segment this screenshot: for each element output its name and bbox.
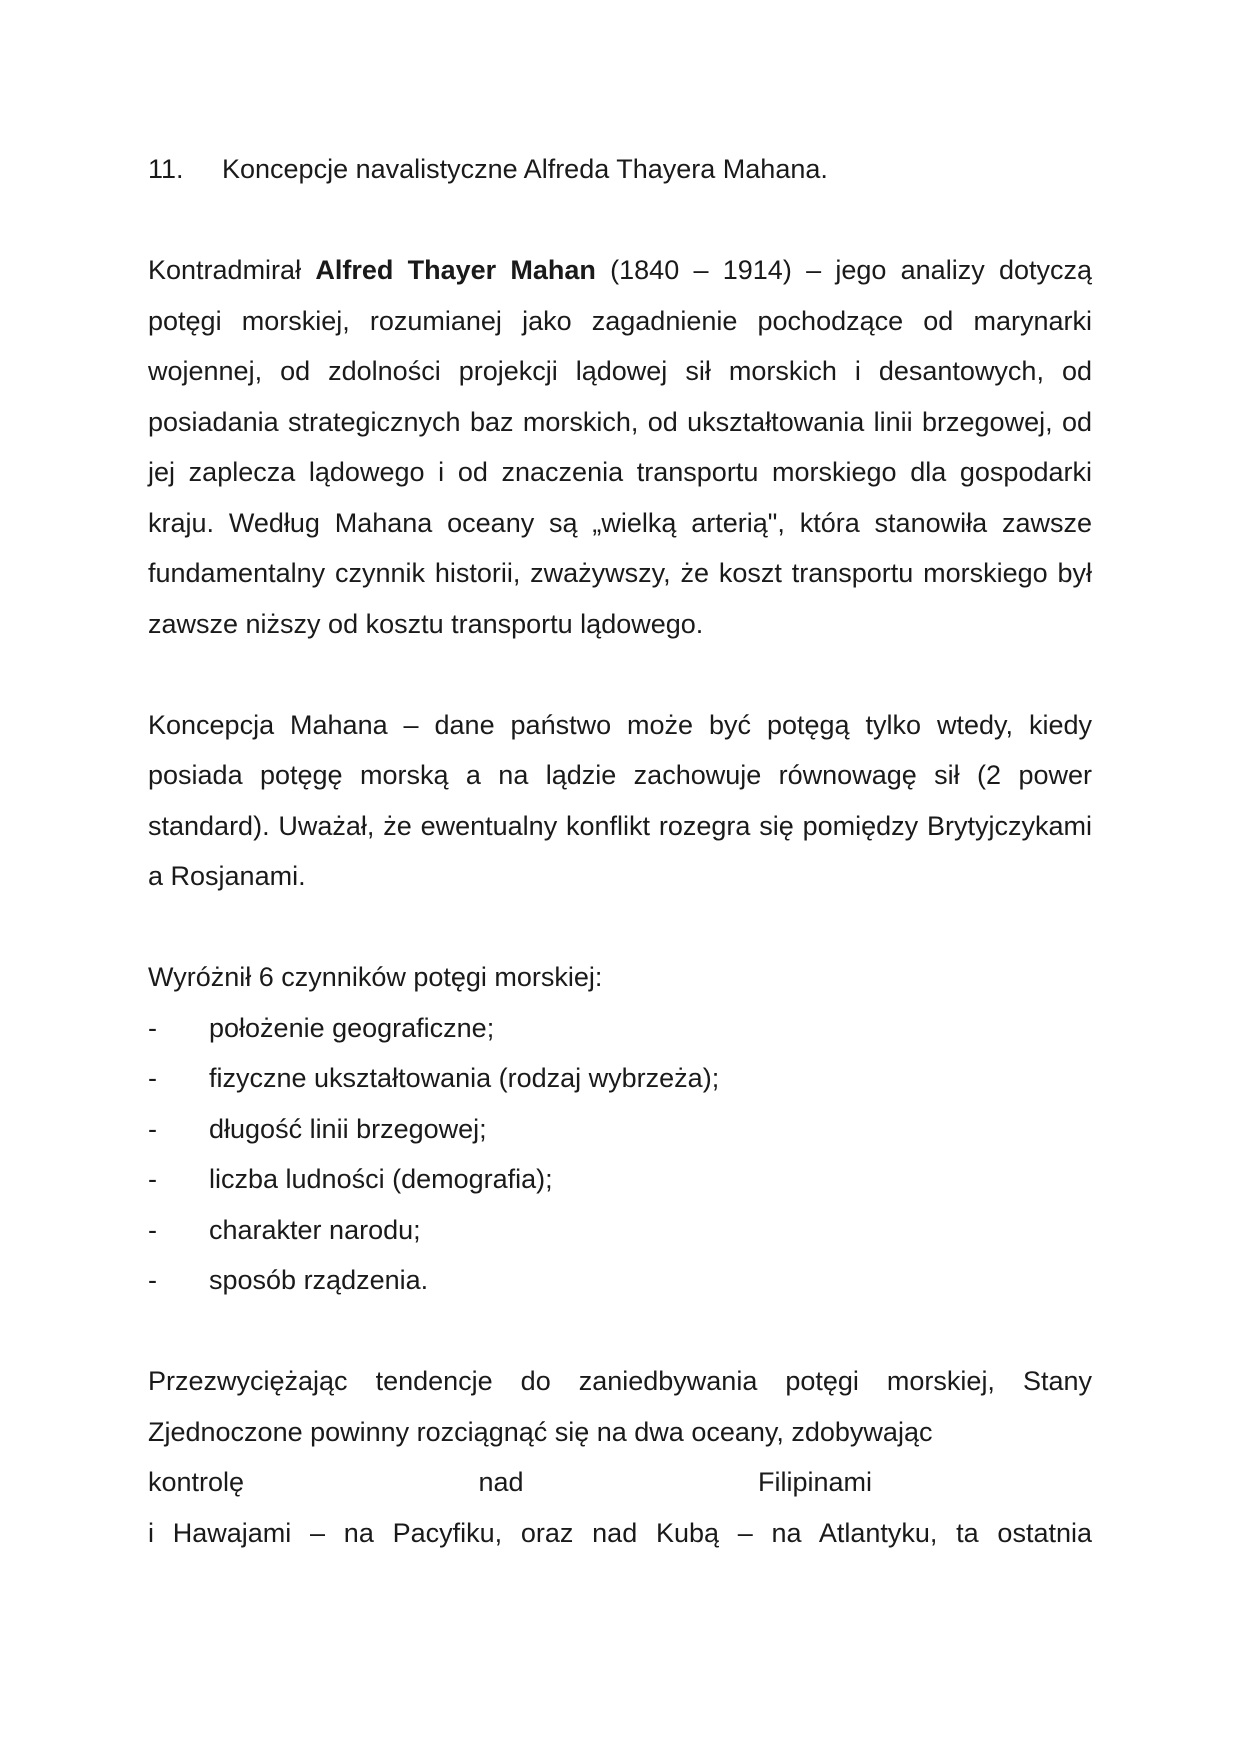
list-item-text: charakter narodu;	[209, 1214, 421, 1245]
spacer	[148, 1306, 1092, 1357]
list-item	[148, 1255, 1092, 1306]
bold-name: Alfred Thayer Mahan	[315, 255, 596, 285]
spacer	[148, 902, 1092, 953]
paragraph-usa-spread-line	[148, 1457, 872, 1508]
list-item	[148, 1104, 1092, 1155]
spacer	[148, 195, 1092, 246]
list-item-text: długość linii brzegowej;	[209, 1113, 487, 1144]
spread-word: Filipinami	[757, 1467, 872, 1497]
list-marker: -	[148, 1012, 157, 1043]
list-item-text: liczba ludności (demografia);	[209, 1164, 553, 1194]
list-marker: -	[148, 1265, 157, 1295]
spread-word: kontrolę	[148, 1467, 245, 1497]
paragraph-intro-prefix: Kontradmirał	[148, 255, 316, 285]
list-marker: -	[148, 1113, 157, 1144]
section-heading	[148, 144, 1092, 195]
spread-word: nad	[478, 1467, 524, 1497]
list-item-text: fizyczne ukształtowania (rodzaj wybrzeża);	[209, 1063, 720, 1093]
list-item-text: położenie geograficzne;	[209, 1012, 495, 1043]
paragraph-usa-continued: i Hawajami – na Pacyfiku, oraz nad Kubą – na Atlantyku, ta ostatnia	[148, 1517, 1092, 1548]
paragraph-usa: Przezwyciężając tendencje do zaniedbywania potęgi morskiej, Stany Zjednoczone powinny rozciągnąć się na dwa oceany, zdobywając	[148, 1366, 1092, 1447]
list-item-text: sposób rządzenia.	[209, 1265, 429, 1295]
spacer	[148, 649, 1092, 700]
list-item	[148, 1154, 1092, 1205]
list-marker: -	[148, 1063, 157, 1093]
list-item	[148, 1205, 1092, 1256]
heading-number: 11.	[148, 154, 184, 184]
list-item	[148, 1003, 1092, 1054]
document-page	[148, 144, 1092, 1558]
factors-list	[148, 1003, 1092, 1306]
factors-intro: Wyróżnił 6 czynników potęgi morskiej:	[148, 962, 603, 992]
list-item	[148, 1053, 1092, 1104]
paragraph-concept: Koncepcja Mahana – dane państwo może być potęgą tylko wtedy, kiedy posiada potęgę morską a na lądzie zachowuje równowagę sił (2 power standard). Uważał, że ewentualny konflikt rozegra się pomiędzy Brytyjczykami a Rosjanami.	[148, 709, 1092, 891]
paragraph-intro-rest: (1840 – 1914) – jego analizy dotyczą potęgi morskiej, rozumianej jako zagadnienie pochodzące od marynarki wojennej, od zdolności projekcji lądowej sił morskich i desantowych, od posiadania strategicznych baz morskich, od ukształtowania linii brzegowej, od jej zaplecza lądowego i od znaczenia transportu morskiego dla gospodarki kraju. Według Mahana oceany są „wielką arterią", która stanowiła zawsze fundamentalny czynnik historii, zważywszy, że koszt transportu morskiego był zawsze niższy od kosztu transportu lądowego.	[148, 255, 1092, 639]
heading-title: Koncepcje navalistyczne Alfreda Thayera Mahana.	[222, 154, 828, 184]
list-marker: -	[148, 1214, 157, 1245]
list-marker: -	[148, 1164, 157, 1194]
paragraph-intro	[148, 245, 1092, 649]
